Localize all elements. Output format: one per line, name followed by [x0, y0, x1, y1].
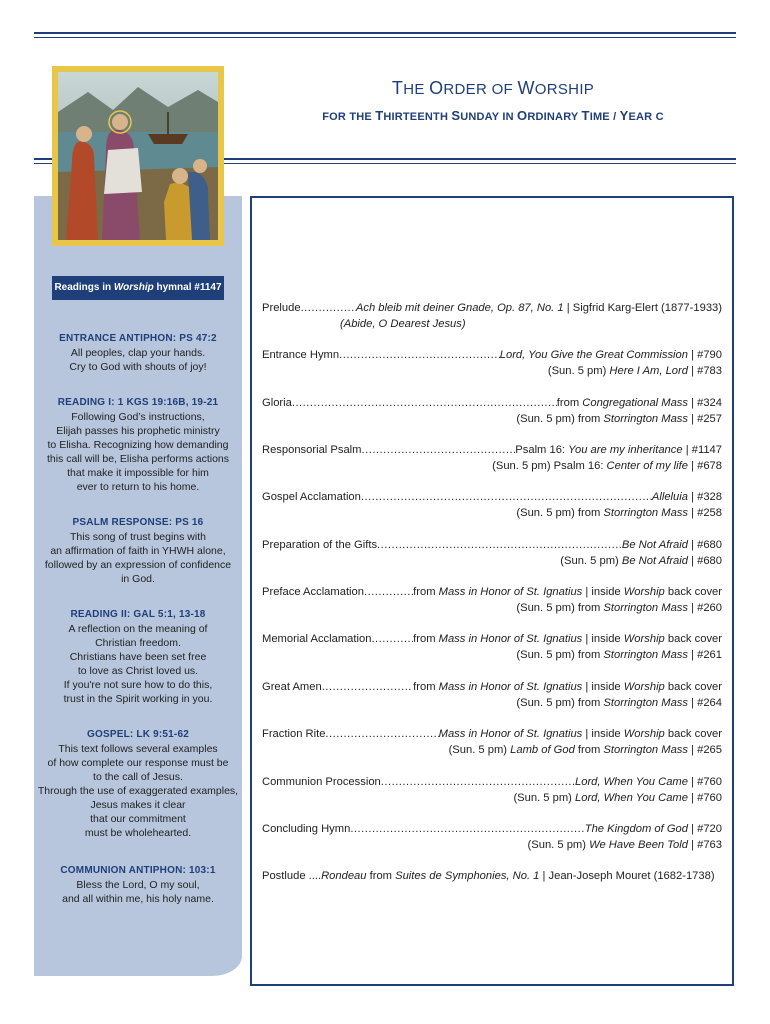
reading-one-section: READING I: 1 KGS 19:16B, 19-21 Following God’s instructions, Elijah passes his prophetic ministry to Elisha. Recognizing how demanding this call will be, Elisha performs actions that make it impossible for him ever to return to his home.	[34, 396, 242, 494]
section-heading: READING I: 1 KGS 19:16B, 19-21	[57, 397, 219, 408]
artwork-frame	[52, 66, 224, 246]
prelude-entry: Prelude ..... Ach bleib mit deiner Gnade, Op. 87, No. 1 | Sigfrid Karg-Elert (1877-1933) (Abide, O Dearest Jesus)	[262, 300, 722, 332]
page-title: THE ORDER OF WORSHIP	[391, 78, 595, 98]
concluding-hymn-entry: Concluding Hymn ..... The Kingdom of God | #720 (Sun. 5 pm) We Have Been Told | #763	[262, 821, 722, 853]
communion-procession-entry: Communion Procession ..... Lord, When You Came | #760 (Sun. 5 pm) Lord, When You Came | #760	[262, 774, 722, 806]
painting-image	[58, 72, 218, 240]
fraction-rite-entry: Fraction Rite ..... Mass in Honor of St. Ignatius | inside Worship back cover (Sun. 5 pm) Lamb of God from Storrington Mass | #265	[262, 726, 722, 758]
top-rule-thin	[34, 37, 736, 38]
section-heading: PSALM RESPONSE: PS 16	[72, 517, 204, 528]
entrance-hymn-entry: Entrance Hymn ..... Lord, You Give the Great Commission | #790 (Sun. 5 pm) Here I Am, Lord | #783	[262, 347, 722, 379]
gospel-acclamation-entry: Gospel Acclamation ..... Alleluia | #328 (Sun. 5 pm) from Storrington Mass | #258	[262, 489, 722, 521]
reading-two-section: READING II: GAL 5:1, 13-18 A reflection on the meaning of Christian freedom. Christians have been set free to love as Christ loved us. If you're not sure how to do this, trust in the Spirit working in you.	[34, 608, 242, 706]
section-heading: COMMUNION ANTIPHON: 103:1	[60, 865, 216, 876]
page-subtitle: FOR THE THIRTEENTH SUNDAY IN ORDINARY TIME / YEAR C	[322, 108, 664, 123]
postlude-entry: Postlude .... Rondeau from Suites de Symphonies, No. 1 | Jean-Joseph Mouret (1682-1738)	[262, 870, 715, 882]
gloria-entry: Gloria ..... from Congregational Mass | #324 (Sun. 5 pm) from Storrington Mass | #257	[262, 395, 722, 427]
psalm-response-section: PSALM RESPONSE: PS 16 This song of trust begins with an affirmation of faith in YHWH alone, followed by an expression of confidence in God.	[34, 516, 242, 586]
readings-banner: Readings in Worship hymnal #1147	[52, 276, 224, 300]
gospel-section: GOSPEL: LK 9:51-62 This text follows several examples of how complete our response must be to the call of Jesus. Through the use of exaggerated examples, Jesus makes it clear that our commitment must be wholehearted.	[34, 728, 242, 840]
responsorial-psalm-entry: Responsorial Psalm ..... Psalm 16: You are my inheritance | #1147 (Sun. 5 pm) Psalm 16: Center of my life | #678	[262, 442, 722, 474]
preparation-gifts-entry: Preparation of the Gifts ..... Be Not Afraid | #680 (Sun. 5 pm) Be Not Afraid | #680	[262, 537, 722, 569]
preface-acclamation-entry: Preface Acclamation ..... from Mass in Honor of St. Ignatius | inside Worship back cover (Sun. 5 pm) from Storrington Mass | #260	[262, 584, 722, 616]
entrance-antiphon-section: ENTRANCE ANTIPHON: PS 47:2 All peoples, clap your hands. Cry to God with shouts of joy!	[34, 332, 242, 374]
great-amen-entry: Great Amen ..... from Mass in Honor of St. Ignatius | inside Worship back cover (Sun. 5 pm) from Storrington Mass | #264	[262, 679, 722, 711]
top-rule	[34, 32, 736, 34]
section-heading: GOSPEL: LK 9:51-62	[87, 729, 189, 740]
section-heading: READING II: GAL 5:1, 13-18	[70, 609, 206, 620]
section-heading: ENTRANCE ANTIPHON: PS 47:2	[59, 333, 217, 344]
sidebar-panel	[34, 196, 242, 976]
memorial-acclamation-entry: Memorial Acclamation ..... from Mass in Honor of St. Ignatius | inside Worship back cover (Sun. 5 pm) from Storrington Mass | #261	[262, 631, 722, 663]
communion-antiphon-section: COMMUNION ANTIPHON: 103:1 Bless the Lord, O my soul, and all within me, his holy name.	[34, 864, 242, 906]
